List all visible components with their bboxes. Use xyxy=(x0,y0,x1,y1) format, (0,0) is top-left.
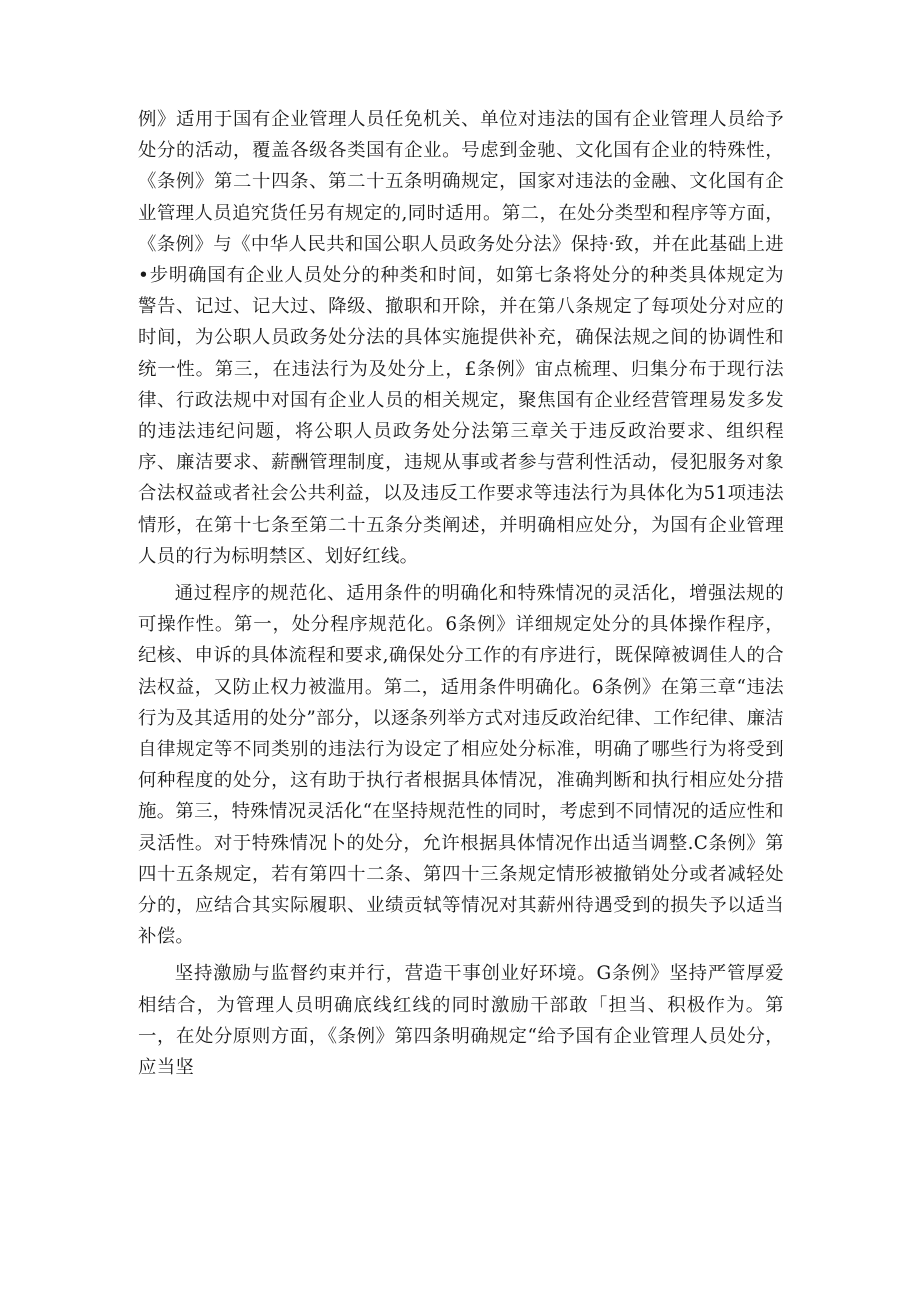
document-page xyxy=(138,104,784,1089)
paragraph-3: 坚持激励与监督约束并行，营造干事创业好环境。G条例》坚持严管厚爱相结合，为管理人员明确底线红线的同时激励干部敢「担当、积极作为。第一，在处分原则方面，《条例》第四条明确规定“给予国有企业管理人员处分，应当坚 xyxy=(138,963,784,1079)
paragraph-1: 例》适用于国有企业管理人员任免机关、单位对违法的国有企业管理人员给予处分的活动，覆盖各级各类国有企业。号虑到金驰、文化国有企业的特殊性，《条例》第二十四条、第二十五条明确规定，国家对违法的金融、文化国有企业管理人员追究货任另有规定的,同时适用。第二，在处分类型和程序等方面，《条例》与《中华人民共和国公职人员政务处分法》保持·致，并在此基础上进•步明确国有企业人员处分的种类和时间，如第七条将处分的种类具体规定为警告、记过、记大过、降级、撤职和开除，并在第八条规定了每项处分对应的时间，为公职人员政务处分法的具体实施提供补充，确保法规之间的协调性和统一性。第三，在违法行为及处分上，£条例》宙点梳理、归集分布于现行法律、行政法规中对国有企业人员的相关规定，聚焦国有企业经营管理易发多发的违法违纪问题，将公职人员政务处分法第三章关于违反政治要求、组织程序、廉洁要求、薪酬管理制度，违规从事或者参与营利性活动，侵犯服务对象合法权益或者社会公共利益，以及违反工作要求等违法行为具体化为51项违法情形，在第十七条至第二十五条分类阐述，并明确相应处分，为国有企业管理人员的行为标明禁区、划好红线。 xyxy=(138,109,784,567)
paragraph-2: 通过程序的规范化、适用条件的明确化和特殊情况的灵活化，增强法规的可操作性。第一，处分程序规范化。6条例》详细规定处分的具体操作程序，纪核、申诉的具体流程和要求,确保处分工作的有序进行，既保障被调佳人的合法权益，又防止权力被滥用。第二，适用条件明确化。6条例》在第三章“违法行为及其适用的处分”部分，以逐条列举方式对违反政治纪律、工作纪律、廉洁自律规定等不同类别的违法行为设定了相应处分标准，明确了哪些行为将受到何种程度的处分，这有助于执行者根据具体情况，准确判断和执行相应处分措施。第三，特殊情况灵活化“在坚持规范性的同时，考虑到不同情况的适应性和灵活性。对于特殊情况卜的处分，允许根据具体情况作出适当调整.C条例》第四十五条规定，若有第四十二条、第四十三条规定情形被撤销处分或者减轻处分的，应结合其实际履职、业绩贡轼等情况对其薪州待遇受到的损失予以适当补偿。 xyxy=(138,583,784,948)
